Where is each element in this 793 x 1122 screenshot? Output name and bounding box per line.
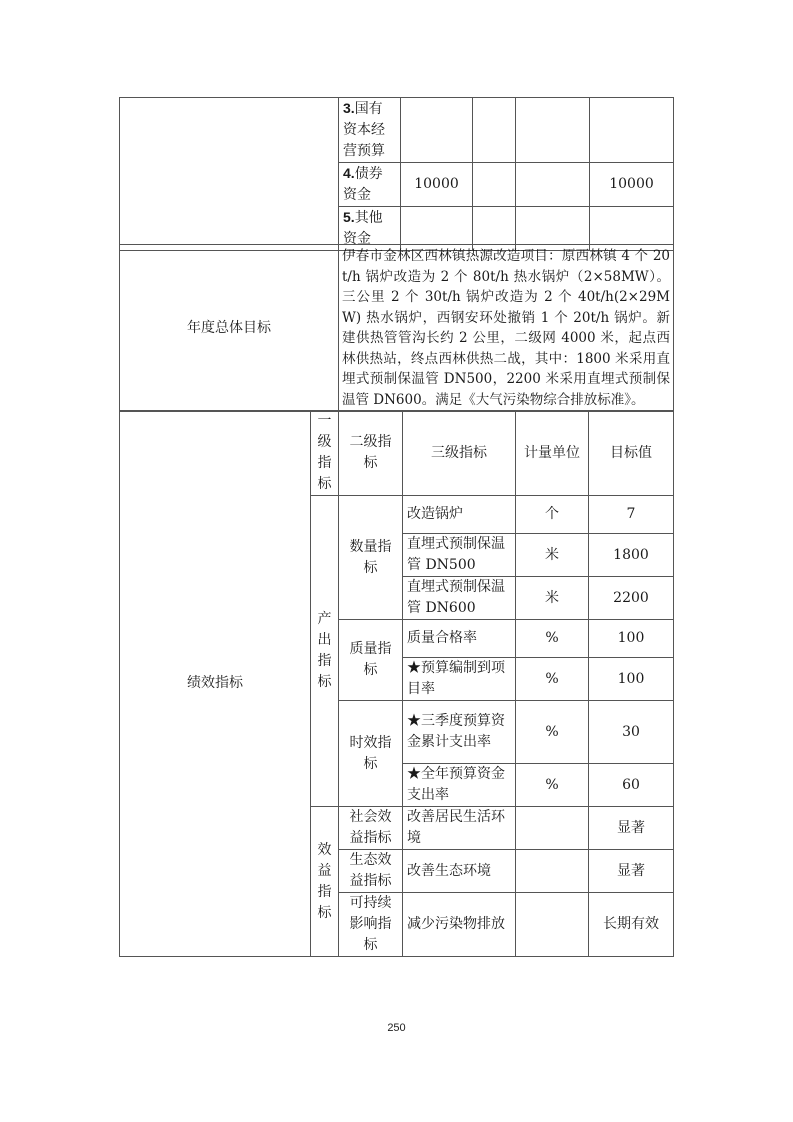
target-value: 显著: [589, 850, 674, 893]
level3-name: 改善居民生活环境: [403, 807, 516, 850]
timeliness-indicator-label: 时效指标: [339, 701, 403, 807]
output-indicator-label: 产出指标: [311, 496, 339, 807]
level3-name: ★预算编制到项目率: [403, 658, 516, 701]
header-target: 目标值: [589, 411, 674, 496]
target-value: 100: [589, 658, 674, 701]
unit-value: %: [516, 620, 589, 658]
funding-value: [516, 98, 590, 163]
page-number: 250: [387, 1022, 406, 1034]
quantity-indicator-label: 数量指标: [339, 496, 403, 620]
unit-value: 米: [516, 534, 589, 577]
funding-table: [119, 97, 674, 251]
benefit-indicator-label: 效益指标: [311, 807, 339, 957]
funding-source-label: 5.其他资金: [339, 207, 401, 251]
funding-row: [120, 98, 674, 163]
quality-indicator-label: 质量指标: [339, 620, 403, 701]
funding-value: [516, 163, 590, 207]
funding-value: [401, 98, 473, 163]
annual-goal-label: 年度总体目标: [120, 245, 339, 412]
target-value: 100: [589, 620, 674, 658]
annual-goal-table: [119, 244, 674, 412]
funding-blank-cell: [120, 98, 339, 251]
level3-name: 改善生态环境: [403, 850, 516, 893]
funding-value: [473, 98, 516, 163]
target-value: 长期有效: [589, 893, 674, 957]
unit-value: [516, 807, 589, 850]
target-value: 1800: [589, 534, 674, 577]
performance-table: [119, 410, 674, 957]
funding-value: [590, 98, 674, 163]
unit-value: %: [516, 658, 589, 701]
level3-name: 质量合格率: [403, 620, 516, 658]
target-value: 2200: [589, 577, 674, 620]
unit-value: 个: [516, 496, 589, 534]
level2-name: 可持续影响指标: [339, 893, 403, 957]
level2-name: 社会效益指标: [339, 807, 403, 850]
header-unit: 计量单位: [516, 411, 589, 496]
level3-name: 直埋式预制保温管 DN600: [403, 577, 516, 620]
target-value: 7: [589, 496, 674, 534]
header-level2: 二级指标: [339, 411, 403, 496]
header-level3: 三级指标: [403, 411, 516, 496]
level2-name: 生态效益指标: [339, 850, 403, 893]
funding-value: 10000: [401, 163, 473, 207]
unit-value: [516, 850, 589, 893]
unit-value: %: [516, 701, 589, 764]
level3-name: ★三季度预算资金累计支出率: [403, 701, 516, 764]
level3-name: 直埋式预制保温管 DN500: [403, 534, 516, 577]
funding-value: [473, 163, 516, 207]
performance-label: 绩效指标: [120, 411, 311, 957]
unit-value: 米: [516, 577, 589, 620]
level3-name: 改造锅炉: [403, 496, 516, 534]
level3-name: 减少污染物排放: [403, 893, 516, 957]
annual-goal-text: 伊春市金林区西林镇热源改造项目：原西林镇 4 个 20t/h 锅炉改造为 2 个 80t/h 热水锅炉（2×58MW）。三公里 2 个 30t/h 锅炉改造为 2 个 40t/h(2×29MW) 热水锅炉，西钢安环处撤销 1 个 20t/h 锅炉。新建供热管管沟长约 2 公里，二级网 4000 米，起点西林供热站，终点西林供热二战，其中：1800 米采用直埋式预制保温管 DN500，2200 米采用直埋式预制保温管 DN600。满足《大气污染物综合排放标准》。: [339, 245, 674, 412]
unit-value: %: [516, 764, 589, 807]
level3-name: ★全年预算资金支出率: [403, 764, 516, 807]
funding-source-label: 3.国有资本经营预算: [339, 98, 401, 163]
performance-header-row: [120, 411, 674, 496]
funding-value: 10000: [590, 163, 674, 207]
target-value: 60: [589, 764, 674, 807]
target-value: 30: [589, 701, 674, 764]
unit-value: [516, 893, 589, 957]
funding-source-label: 4.债券资金: [339, 163, 401, 207]
header-level1: 一级指标: [311, 411, 339, 496]
target-value: 显著: [589, 807, 674, 850]
